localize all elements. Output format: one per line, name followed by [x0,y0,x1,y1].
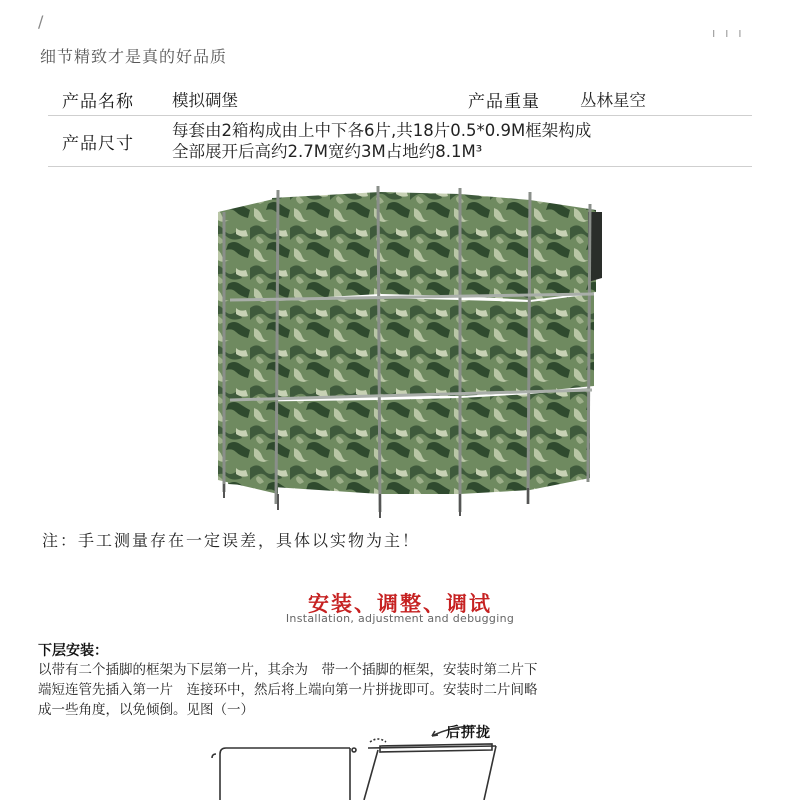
spec-size-label: 产品尺寸 [62,134,134,154]
product-image-camo-bunker [210,182,610,522]
spec-weight-value: 丛林星空 [580,91,646,110]
instruction-line: 以带有二个插脚的框架为下层第一片，其余为 带一个插脚的框架，安装时第二片下 [38,662,538,678]
install-instructions [38,660,768,720]
cropped-title-fragment [40,0,280,8]
spec-size-line: 每套由2箱构成由上中下各6片,共18片0.5*0.9M框架构成 [172,121,592,140]
spec-size-value [172,120,591,162]
instruction-line: 成一些角度，以免倾倒。见图（一） [38,702,254,718]
instruction-line: 端短连管先插入第一片 连接环中，然后将上端向第一片拼拢即可。安装时二片间略 [38,682,538,698]
spec-name-label: 产品名称 [62,92,134,112]
diagram-label: 后拼拢 [446,725,491,741]
spec-weight-label: 产品重量 [468,92,540,112]
section-subtitle: Installation, adjustment and debugging [285,612,515,625]
tagline: 细节精致才是真的好品质 [40,47,228,66]
spec-size-line: 全部展开后高约2.7M宽约3M占地约8.1M³ [172,142,483,161]
section-title: 安装、调整、调试 [308,592,492,616]
slash-mark: / [38,12,44,31]
measurement-note: 注：手工测量存在一定误差，具体以实物为主！ [42,531,421,550]
spec-divider [48,166,752,167]
spec-name-value: 模拟碉堡 [172,91,238,110]
lower-install-heading: 下层安装： [38,643,108,659]
decorative-marks: ı ı ı [712,26,745,40]
spec-divider [48,115,752,116]
